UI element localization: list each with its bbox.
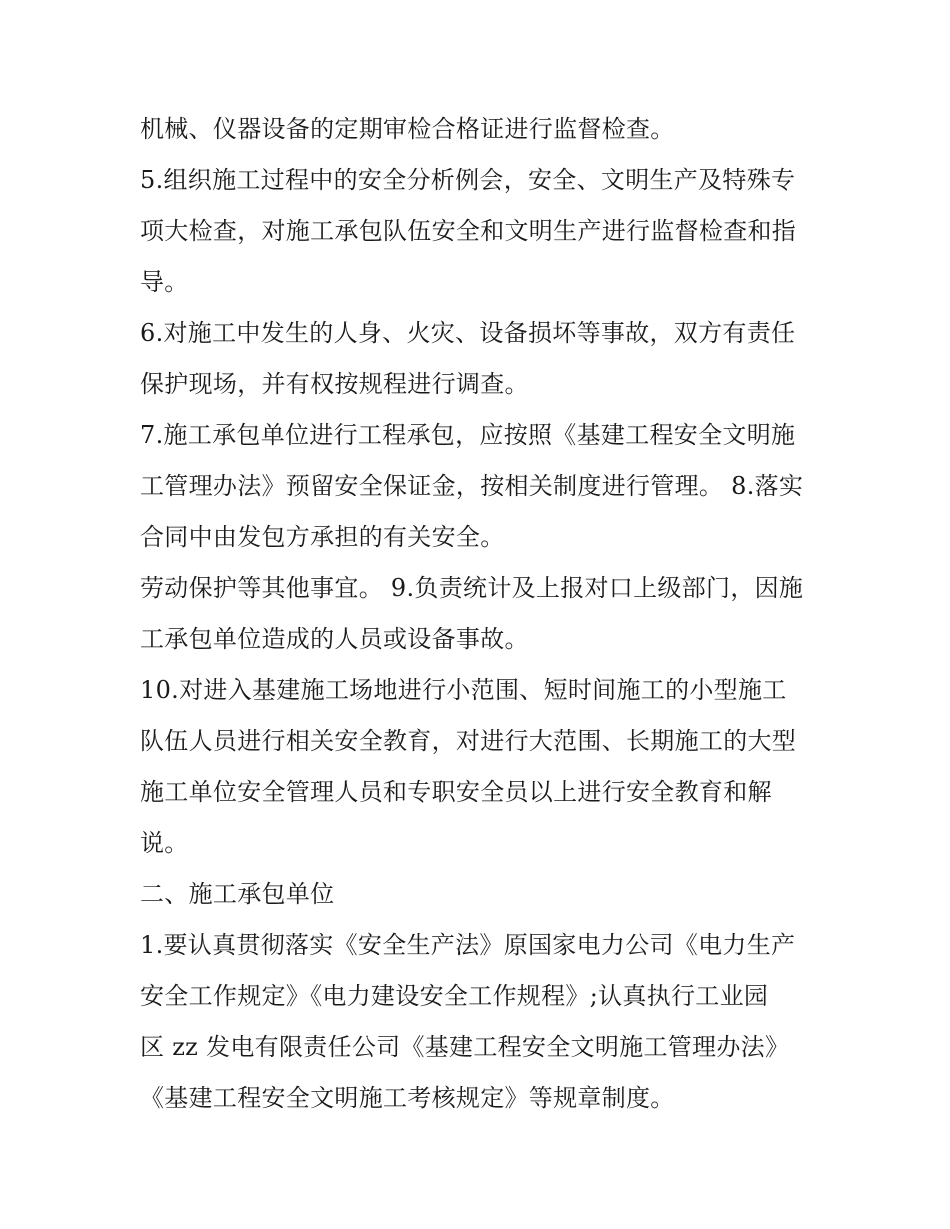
text-line-4: 导。	[140, 268, 189, 296]
text-line-3: 项大检查，对施工承包队伍安全和文明生产进行监督检查和指	[140, 217, 797, 245]
text-line-18: 安全工作规定》《电力建设安全工作规程》;认真执行工业园	[140, 982, 769, 1010]
text-line-19: 区 zz 发电有限责任公司《基建工程安全文明施工管理办法》	[140, 1033, 790, 1061]
text-line-12: 10.对进入基建施工场地进行小范围、短时间施工的小型施工	[140, 676, 787, 704]
text-line-13: 队伍人员进行相关安全教育，对进行大范围、长期施工的大型	[140, 727, 797, 755]
text-line-20: 《基建工程安全文明施工考核规定》等规章制度。	[140, 1084, 675, 1112]
document-body	[140, 104, 820, 1124]
section-heading: 二、施工承包单位	[140, 880, 335, 908]
text-line-1: 机械、仪器设备的定期审检合格证进行监督检查。	[140, 115, 675, 143]
text-line-11: 工承包单位造成的人员或设备事故。	[140, 625, 529, 653]
text-line-5: 6.对施工中发生的人身、火灾、设备损坏等事故，双方有责任	[140, 319, 796, 347]
text-line-7: 7.施工承包单位进行工程承包，应按照《基建工程安全文明施	[140, 421, 796, 449]
text-line-15: 说。	[140, 829, 189, 857]
text-line-2: 5.组织施工过程中的安全分析例会，安全、文明生产及特殊专	[140, 166, 796, 194]
text-line-9: 合同中由发包方承担的有关安全。	[140, 523, 505, 551]
text-line-14: 施工单位安全管理人员和专职安全员以上进行安全教育和解	[140, 778, 772, 806]
text-line-10: 劳动保护等其他事宜。 9.负责统计及上报对口上级部门，因施	[140, 574, 804, 602]
text-line-6: 保护现场，并有权按规程进行调查。	[140, 370, 529, 398]
text-line-8: 工管理办法》预留安全保证金，按相关制度进行管理。 8.落实	[140, 472, 804, 500]
text-line-17: 1.要认真贯彻落实《安全生产法》原国家电力公司《电力生产	[140, 931, 796, 959]
